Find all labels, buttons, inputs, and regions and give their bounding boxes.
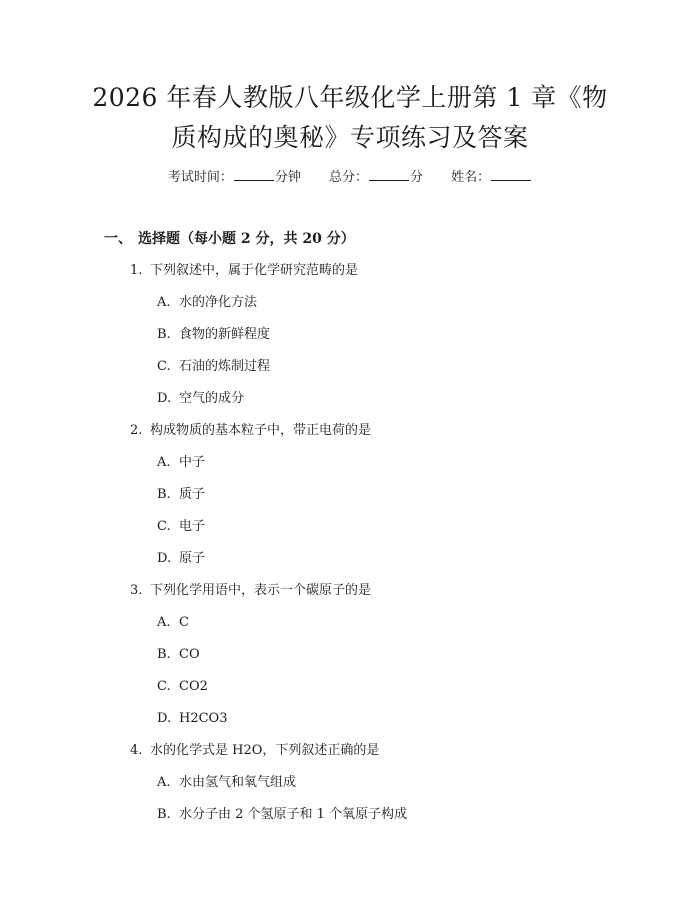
answer-option bbox=[0, 389, 700, 421]
answer-option bbox=[0, 709, 700, 741]
document-title bbox=[80, 78, 620, 158]
answer-option bbox=[0, 773, 700, 805]
exam-time-unit: 分钟 bbox=[274, 170, 301, 185]
title-line-2: 质构成的奥秘》专项练习及答案 bbox=[171, 123, 529, 152]
question-item bbox=[0, 261, 700, 293]
option-letter: D. bbox=[157, 711, 172, 726]
total-score-field bbox=[329, 168, 423, 188]
answer-option bbox=[0, 549, 700, 581]
question-number: 4. bbox=[130, 743, 143, 758]
option-text: 水由氢气和氧气组成 bbox=[179, 775, 297, 790]
option-text: 原子 bbox=[179, 551, 206, 566]
option-letter: C. bbox=[157, 359, 171, 374]
answer-option bbox=[0, 485, 700, 517]
option-letter: A. bbox=[157, 455, 171, 470]
option-text: 水分子由 2 个氢原子和 1 个氧原子构成 bbox=[179, 807, 408, 822]
question-number: 3. bbox=[130, 583, 143, 598]
option-text: CO bbox=[179, 647, 200, 662]
answer-option bbox=[0, 805, 700, 837]
question-text: 水的化学式是 H2O，下列叙述正确的是 bbox=[150, 743, 380, 758]
answer-option bbox=[0, 613, 700, 645]
option-letter: C. bbox=[157, 679, 171, 694]
exam-time-blank bbox=[234, 168, 274, 181]
answer-option bbox=[0, 325, 700, 357]
answer-option bbox=[0, 517, 700, 549]
option-text: H2CO3 bbox=[179, 711, 228, 726]
option-text: 水的净化方法 bbox=[179, 295, 258, 310]
exam-time-field bbox=[168, 168, 301, 188]
option-letter: D. bbox=[157, 551, 172, 566]
exam-info-row bbox=[0, 168, 700, 188]
question-number: 1. bbox=[130, 263, 143, 278]
option-letter: B. bbox=[157, 647, 171, 662]
question-item bbox=[0, 421, 700, 453]
section-heading bbox=[104, 229, 355, 249]
option-letter: A. bbox=[157, 775, 171, 790]
total-score-label: 总分： bbox=[328, 170, 368, 185]
question-item bbox=[0, 741, 700, 773]
question-text: 构成物质的基本粒子中，带正电荷的是 bbox=[150, 423, 372, 438]
student-name-field bbox=[451, 168, 532, 188]
option-text: 电子 bbox=[179, 519, 206, 534]
answer-option bbox=[0, 453, 700, 485]
question-text: 下列叙述中，属于化学研究范畴的是 bbox=[150, 263, 359, 278]
total-score-blank bbox=[369, 168, 409, 181]
option-letter: D. bbox=[157, 391, 172, 406]
answer-option bbox=[0, 677, 700, 709]
section-title: 选择题（每小题 2 分，共 20 分） bbox=[138, 231, 355, 247]
option-text: 空气的成分 bbox=[179, 391, 245, 406]
question-item bbox=[0, 581, 700, 613]
student-name-label: 姓名： bbox=[451, 170, 491, 185]
option-letter: A. bbox=[157, 295, 171, 310]
section-number: 一、 bbox=[104, 231, 132, 247]
answer-option bbox=[0, 357, 700, 389]
student-name-blank bbox=[491, 168, 531, 181]
option-letter: B. bbox=[157, 327, 171, 342]
question-text: 下列化学用语中，表示一个碳原子的是 bbox=[150, 583, 372, 598]
option-letter: C. bbox=[157, 519, 171, 534]
option-text: CO2 bbox=[179, 679, 208, 694]
option-text: 食物的新鲜程度 bbox=[179, 327, 271, 342]
option-letter: B. bbox=[157, 807, 171, 822]
total-score-unit: 分 bbox=[410, 170, 424, 185]
question-list bbox=[0, 261, 700, 837]
option-text: 石油的炼制过程 bbox=[179, 359, 271, 374]
exam-time-label: 考试时间： bbox=[167, 170, 233, 185]
option-text: 中子 bbox=[179, 455, 206, 470]
option-text: 质子 bbox=[179, 487, 206, 502]
answer-option bbox=[0, 645, 700, 677]
option-letter: A. bbox=[157, 615, 171, 630]
question-number: 2. bbox=[130, 423, 143, 438]
option-text: C bbox=[179, 615, 189, 630]
title-line-1: 2026 年春人教版八年级化学上册第 1 章《物 bbox=[92, 83, 608, 112]
option-letter: B. bbox=[157, 487, 171, 502]
answer-option bbox=[0, 293, 700, 325]
